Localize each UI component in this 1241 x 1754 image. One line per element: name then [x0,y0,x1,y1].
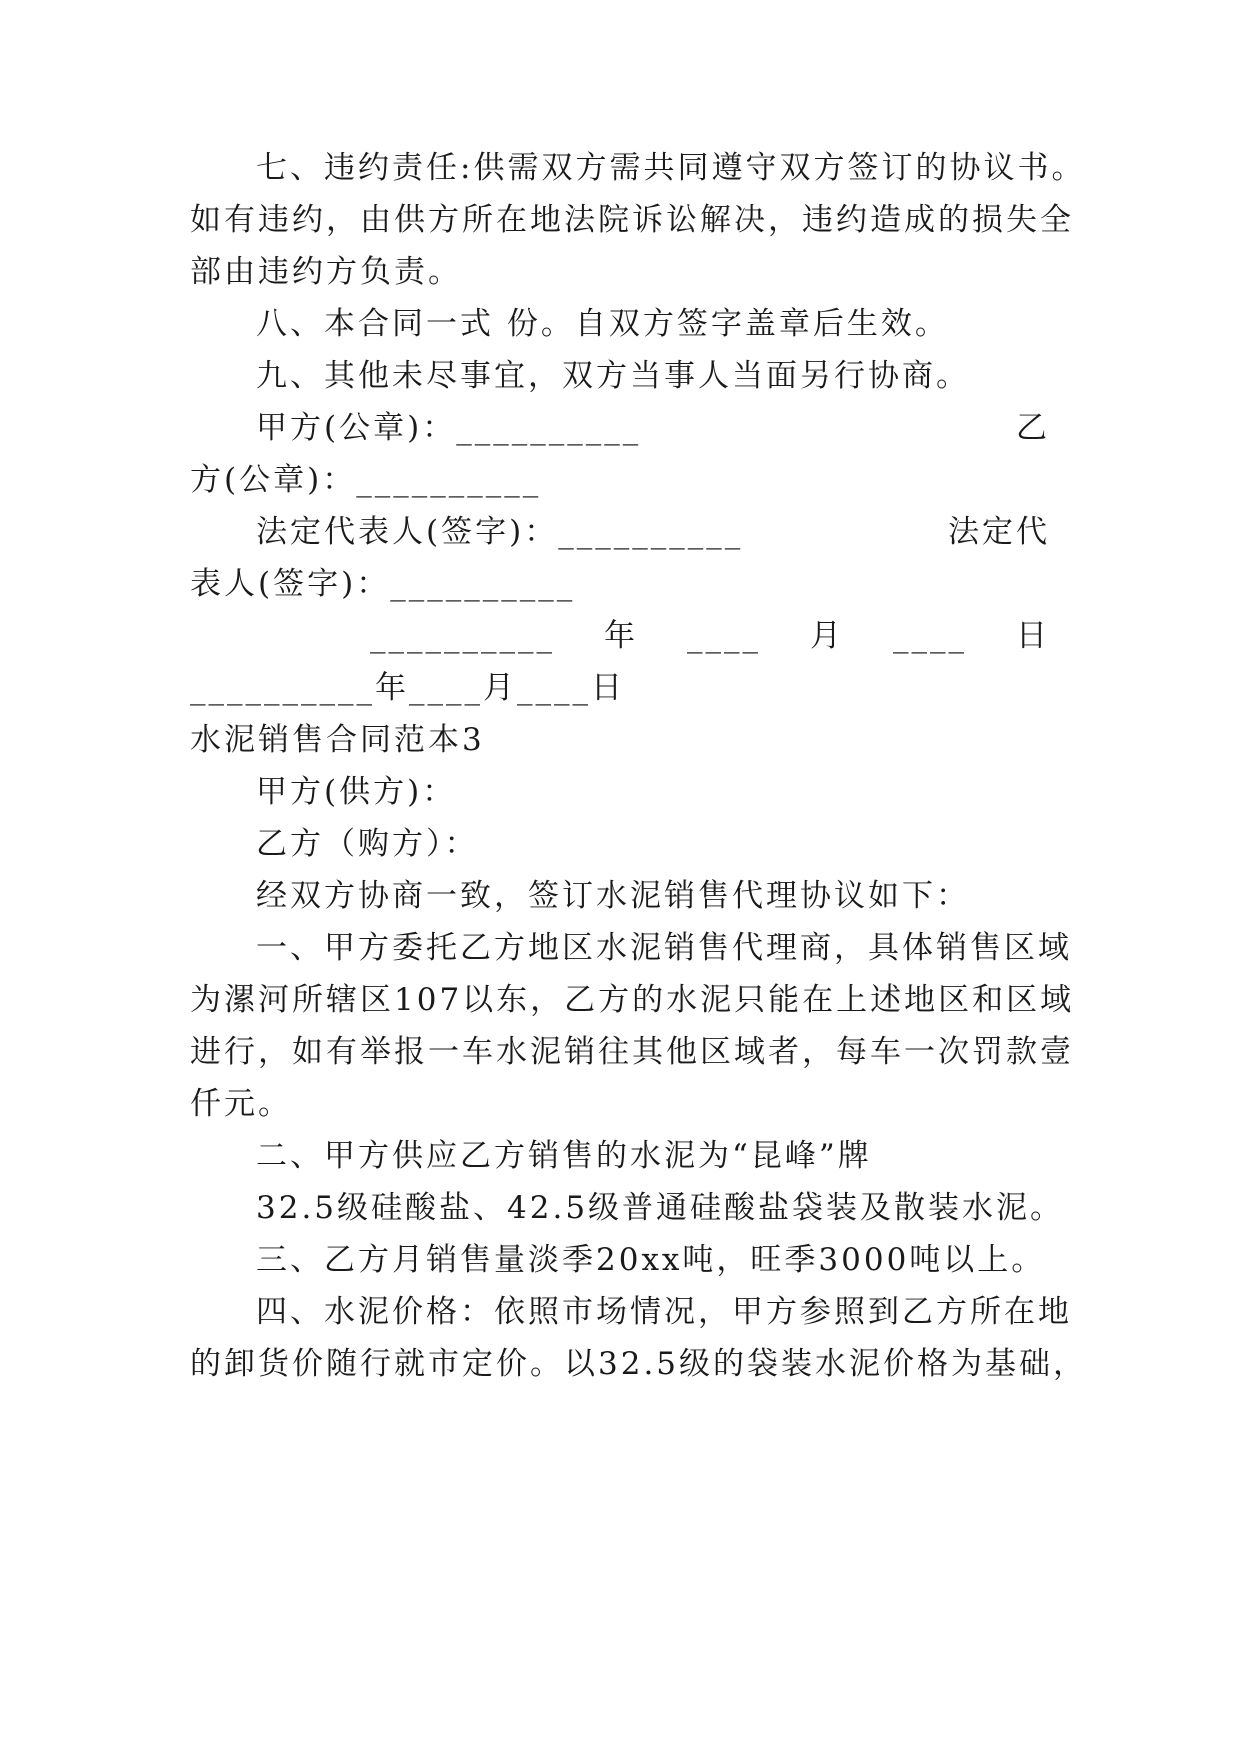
party-a-supplier: 甲方(供方)： [256,774,457,810]
date-row-b: __________年____月____日 [190,670,625,706]
clause-1-line-2: 为漯河所辖区107以东，乙方的水泥只能在上述地区和区域 [190,982,1075,1018]
party-b-seal-label-end: 方(公章)：__________ [190,462,542,498]
clause-2-line-1: 二、甲方供应乙方销售的水泥为“昆峰”牌 [256,1138,872,1174]
clause-2-line-2: 32.5级硅酸盐、42.5级普通硅酸盐袋装及散装水泥。 [256,1190,1065,1226]
date-blank-day: ____ [893,618,967,654]
clause-3: 三、乙方月销售量淡季20xx吨，旺季3000吨以上。 [256,1242,1046,1278]
party-b-rep-label-start: 法定代 [948,514,1050,550]
clause-7-line-1: 七、违约责任:供需双方需共同遵守双方签订的协议书。 [256,150,1086,186]
party-b-buyer: 乙方（购方）： [256,826,479,862]
clause-4-line-2: 的卸货价随行就市定价。以32.5级的袋装水泥价格为基础， [190,1346,1088,1382]
section-title: 水泥销售合同范本3 [190,722,485,758]
party-b-seal-label-start: 乙 [1016,410,1050,446]
clause-7-line-3: 部由违约方负责。 [190,254,462,290]
agreement-intro: 经双方协商一致，签订水泥销售代理协议如下： [256,878,970,914]
clause-1-line-3: 进行，如有举报一车水泥销往其他区域者，每车一次罚款壹 [190,1034,1074,1070]
clause-4-line-1: 四、水泥价格：依照市场情况，甲方参照到乙方所在地 [256,1294,1072,1330]
date-blank-month: ____ [687,618,761,654]
party-a-seal-row [256,408,1050,448]
legal-rep-row [256,512,1050,552]
party-a-seal-label: 甲方(公章)：__________ [256,410,642,446]
party-a-rep-label: 法定代表人(签字)：__________ [256,514,744,550]
date-blank-year: __________ [370,618,555,654]
clause-9: 九、其他未尽事宜，双方当事人当面另行协商。 [256,358,970,394]
party-b-rep-label-end: 表人(签字)：__________ [190,566,576,602]
date-month-label: 月 [810,618,844,654]
clause-1-line-4: 仟元。 [190,1086,292,1122]
clause-1-line-1: 一、甲方委托乙方地区水泥销售代理商，具体销售区域 [256,930,1072,966]
date-day-label: 日 [1016,618,1050,654]
date-year-label: 年 [604,618,638,654]
clause-7-line-2: 如有违约，由供方所在地法院诉讼解决，违约造成的损失全 [190,202,1074,238]
date-row-a [370,616,1050,656]
clause-8: 八、本合同一式 份。自双方签字盖章后生效。 [256,306,949,342]
